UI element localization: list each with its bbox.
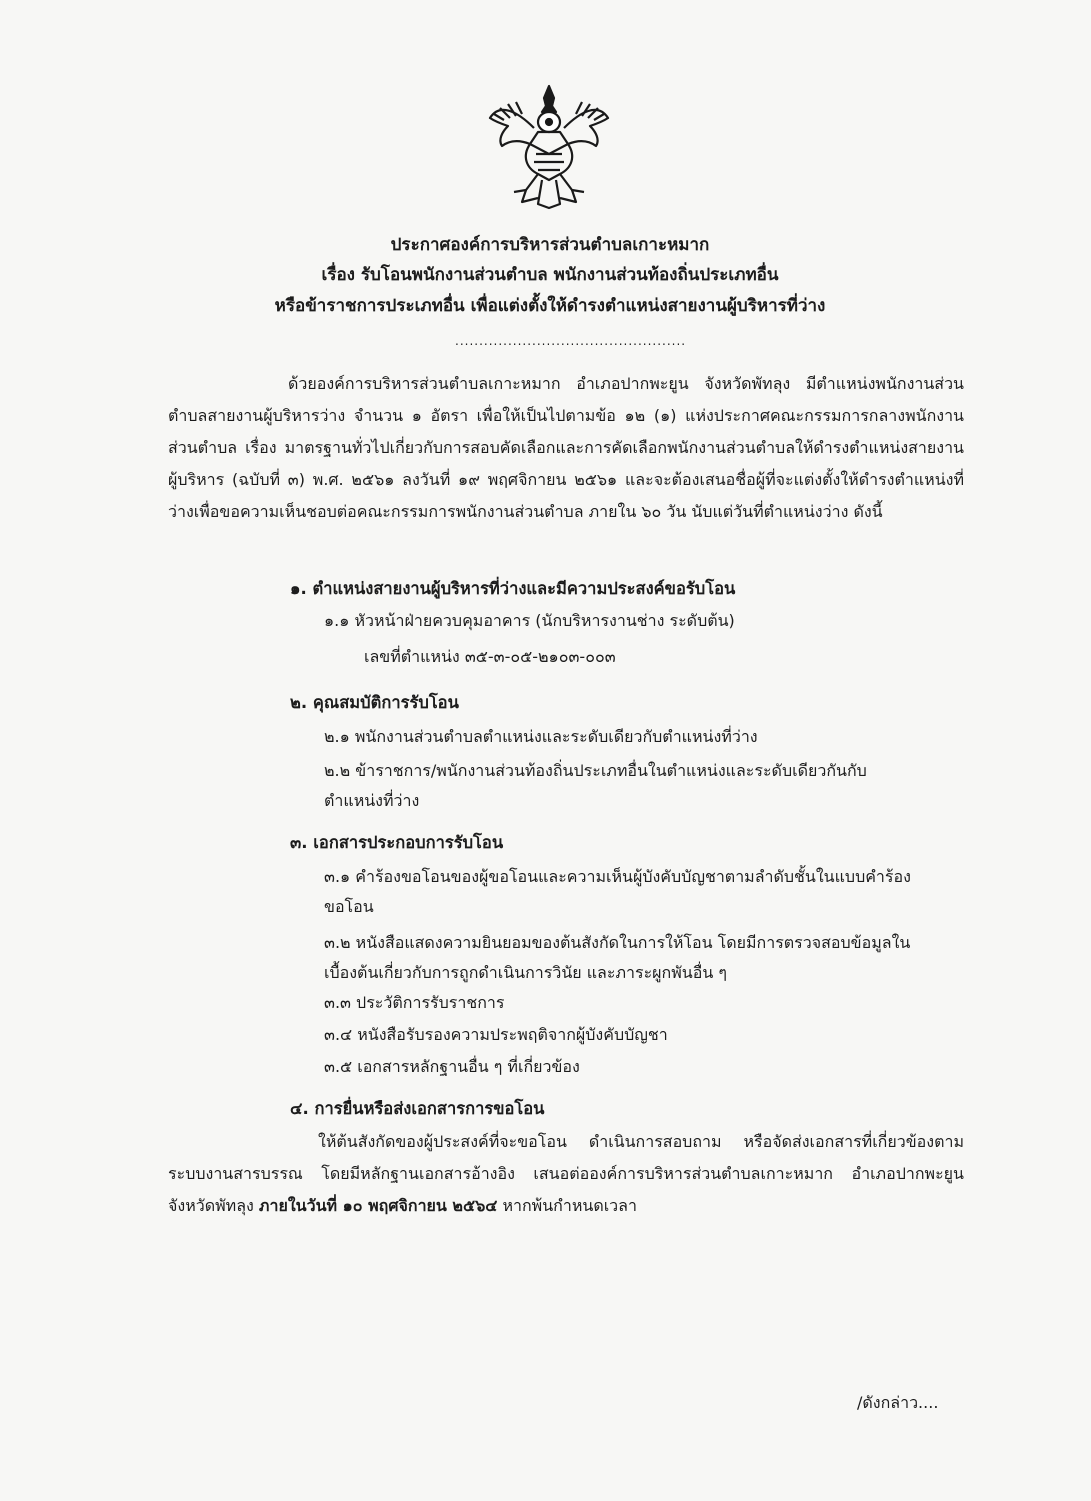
announcement-subject-cont: หรือข้าราชการประเภทอื่น เพื่อแต่งตั้งให้ดำรงตำแหน่งสายงานผู้บริหารที่ว่าง: [274, 296, 826, 316]
section-3-item-5: ๓.๕ เอกสารหลักฐานอื่น ๆ ที่เกี่ยวข้อง: [324, 1057, 580, 1076]
section-3-item-4: ๓.๔ หนังสือรับรองความประพฤติจากผู้บังคับบัญชา: [324, 1025, 668, 1044]
section-1-item-1-position-number: เลขที่ตำแหน่ง ๓๕-๓-๐๕-๒๑๐๓-๐๐๓: [364, 647, 616, 666]
announcement-title: ประกาศองค์การบริหารส่วนตำบลเกาะหมาก: [390, 235, 710, 255]
section-4-text-end: หากพ้นกำหนดเวลา: [502, 1196, 637, 1215]
section-4-text: ให้ต้นสังกัดของผู้ประสงค์ที่จะขอโอน ดำเนินการสอบถาม หรือจัดส่งเอกสารที่เกี่ยวข้องตามระบบงานสารบรรณ โดยมีหลักฐานเอกสารอ้างอิง เสนอต่อองค์การบริหารส่วนตำบลเกาะหมาก อำเภอปากพะยูน จังหวัดพัทลุง: [168, 1132, 964, 1215]
section-1-heading: ๑. ตำแหน่งสายงานผู้บริหารที่ว่างและมีความประสงค์ขอรับโอน: [290, 579, 736, 598]
section-2-item-2: ๒.๒ ข้าราชการ/พนักงานส่วนท้องถิ่นประเภทอื่นในตำแหน่งและระดับเดียวกันกับ: [324, 761, 867, 780]
section-2-heading: ๒. คุณสมบัติการรับโอน: [290, 693, 459, 712]
garuda-emblem-icon: [486, 82, 612, 212]
section-3-item-1: ๓.๑ คำร้องขอโอนของผู้ขอโอนและความเห็นผู้บังคับบัญชาตามลำดับชั้นในแบบคำร้อง: [324, 867, 911, 886]
section-4-paragraph: [168, 1126, 964, 1222]
section-1-item-1: ๑.๑ หัวหน้าฝ่ายควบคุมอาคาร (นักบริหารงานช่าง ระดับต้น): [324, 611, 735, 630]
section-3-item-2-cont: เบื้องต้นเกี่ยวกับการถูกดำเนินการวินัย และภาระผูกพันอื่น ๆ: [324, 963, 727, 982]
section-2-item-2-cont: ตำแหน่งที่ว่าง: [324, 791, 420, 810]
intro-paragraph: ด้วยองค์การบริหารส่วนตำบลเกาะหมาก อำเภอปากพะยูน จังหวัดพัทลุง มีตำแหน่งพนักงานส่วนตำบลสายงานผู้บริหารว่าง จำนวน ๑ อัตรา เพื่อให้เป็นไปตามข้อ ๑๒ (๑) แห่งประกาศคณะกรรมการกลางพนักงานส่วนตำบล เรื่อง มาตรฐานทั่วไปเกี่ยวกับการสอบคัดเลือกและการคัดเลือกพนักงานส่วนตำบลให้ดำรงตำแหน่งสายงานผู้บริหาร (ฉบับที่ ๓) พ.ศ. ๒๕๖๑ ลงวันที่ ๑๙ พฤศจิกายน ๒๕๖๑ และจะต้องเสนอชื่อผู้ที่จะแต่งตั้งให้ดำรงตำแหน่งที่ว่างเพื่อขอความเห็นชอบต่อคณะกรรมการพนักงานส่วนตำบล ภายใน ๖๐ วัน นับแต่วันที่ตำแหน่งว่าง ดังนี้: [168, 374, 965, 521]
title-separator: ................................................: [455, 334, 687, 348]
section-3-heading: ๓. เอกสารประกอบการรับโอน: [290, 833, 504, 852]
announcement-subject: เรื่อง รับโอนพนักงานส่วนตำบล พนักงานส่วนท้องถิ่นประเภทอื่น: [321, 265, 779, 285]
section-3-item-1-cont: ขอโอน: [324, 897, 374, 916]
section-2-item-1: ๒.๑ พนักงานส่วนตำบลตำแหน่งและระดับเดียวกับตำแหน่งที่ว่าง: [324, 727, 758, 746]
submission-deadline: ภายในวันที่ ๑๐ พฤศจิกายน ๒๕๖๔: [258, 1196, 498, 1215]
section-3-item-2: ๓.๒ หนังสือแสดงความยินยอมของต้นสังกัดในการให้โอน โดยมีการตรวจสอบข้อมูลใน: [324, 933, 911, 952]
section-4-heading: ๔. การยื่นหรือส่งเอกสารการขอโอน: [290, 1099, 545, 1118]
section-3-item-3: ๓.๓ ประวัติการรับราชการ: [324, 993, 505, 1012]
page-continuation: /ดังกล่าว....: [857, 1393, 939, 1412]
